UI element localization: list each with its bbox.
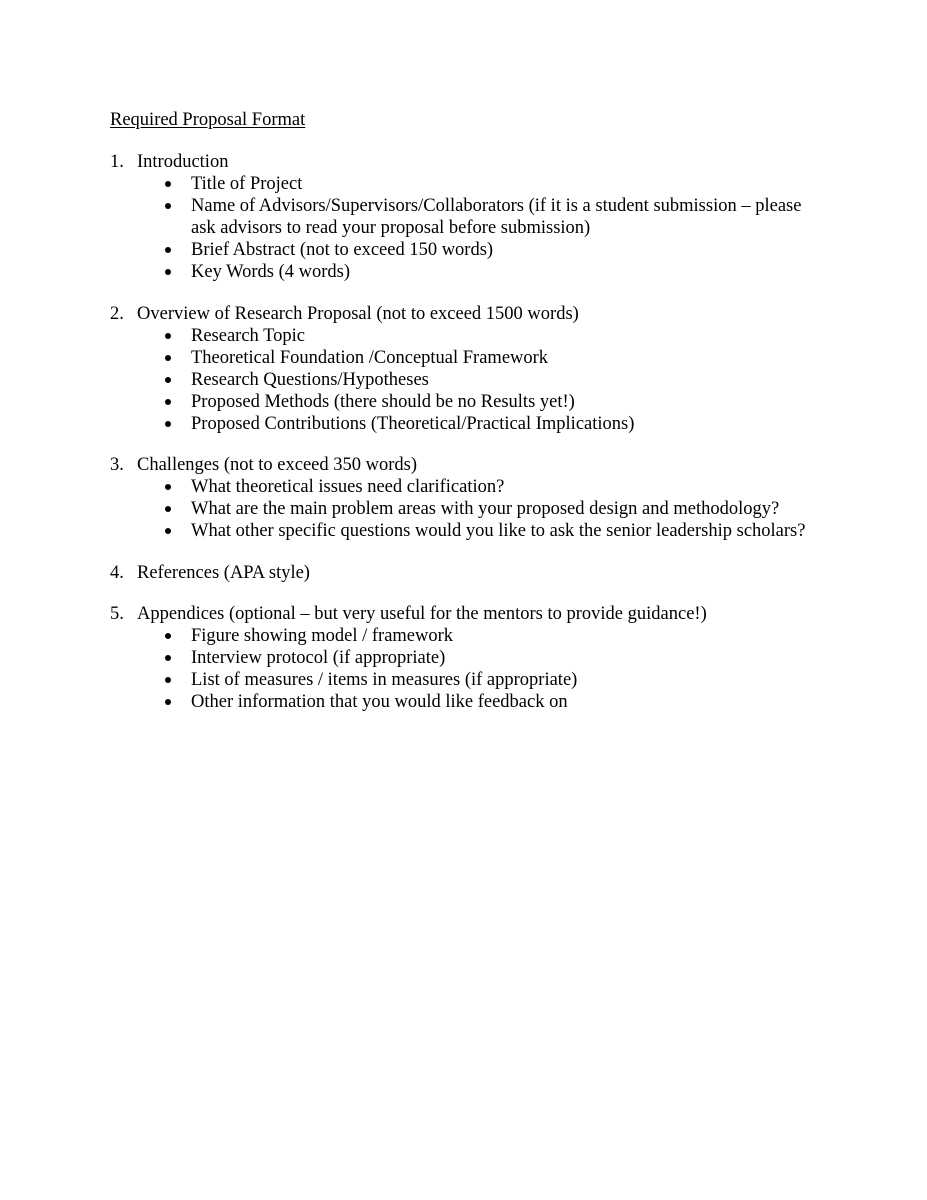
- bullet-text: Research Topic: [191, 325, 305, 346]
- bullet-item: [0, 647, 811, 669]
- section-label: Introduction: [137, 152, 229, 172]
- bullet-dot-icon: [165, 269, 171, 275]
- section-2: [0, 303, 927, 435]
- section-heading: [0, 603, 927, 625]
- bullet-dot-icon: [165, 377, 171, 383]
- bullet-text: List of measures / items in measures (if appropriate): [191, 670, 578, 690]
- section-label: Appendices (optional – but very useful for the mentors to provide guidance!): [137, 604, 707, 624]
- bullet-text: What theoretical issues need clarification?: [191, 477, 505, 497]
- bullet-dot-icon: [165, 528, 171, 534]
- document-title: Required Proposal Format: [110, 110, 306, 130]
- section-label: Overview of Research Proposal (not to exceed 1500 words): [137, 303, 579, 324]
- bullet-text: Name of Advisors/Supervisors/Collaborators (if it is a student submission – please ask advisors to read your proposal before submission): [191, 196, 802, 238]
- bullet-text: Proposed Methods (there should be no Results yet!): [191, 391, 575, 412]
- bullet-dot-icon: [165, 677, 171, 683]
- bullet-item: [0, 369, 811, 391]
- section-heading: [0, 303, 927, 325]
- bullet-dot-icon: [165, 655, 171, 661]
- bullet-item: [0, 173, 811, 195]
- bullet-dot-icon: [165, 399, 171, 405]
- bullet-text: Research Questions/Hypotheses: [191, 369, 429, 390]
- bullet-text: Title of Project: [191, 174, 303, 194]
- section-number: 4.: [110, 562, 124, 583]
- bullet-text: Brief Abstract (not to exceed 150 words): [191, 240, 494, 260]
- bullet-text: Other information that you would like feedback on: [191, 692, 568, 712]
- bullet-list: [0, 173, 927, 283]
- bullet-dot-icon: [165, 203, 171, 209]
- bullet-item: [0, 195, 811, 239]
- bullet-text: What other specific questions would you like to ask the senior leadership scholars?: [191, 521, 806, 541]
- bullet-dot-icon: [165, 333, 171, 339]
- bullet-item: [0, 691, 811, 713]
- bullet-list: [0, 476, 927, 542]
- bullet-item: [0, 239, 811, 261]
- bullet-text: Interview protocol (if appropriate): [191, 648, 446, 668]
- bullet-item: [0, 391, 811, 413]
- bullet-text: Theoretical Foundation /Conceptual Framework: [191, 347, 549, 368]
- bullet-dot-icon: [165, 181, 171, 187]
- bullet-item: [0, 498, 811, 520]
- bullet-dot-icon: [165, 247, 171, 253]
- bullet-dot-icon: [165, 633, 171, 639]
- bullet-item: [0, 325, 811, 347]
- bullet-item: [0, 347, 811, 369]
- bullet-list: [0, 625, 927, 713]
- bullet-item: [0, 625, 811, 647]
- bullet-item: [0, 476, 811, 498]
- bullet-text: Key Words (4 words): [191, 262, 350, 282]
- bullet-list: [0, 325, 927, 435]
- section-label: Challenges (not to exceed 350 words): [137, 455, 417, 475]
- bullet-dot-icon: [165, 421, 171, 427]
- section-heading: [0, 454, 927, 476]
- section-number: 3.: [110, 455, 124, 475]
- section-1: [0, 151, 927, 283]
- bullet-item: [0, 413, 811, 435]
- section-3: [0, 454, 927, 542]
- section-5: [0, 603, 927, 713]
- bullet-dot-icon: [165, 484, 171, 490]
- section-heading: [0, 151, 927, 173]
- bullet-text: Proposed Contributions (Theoretical/Practical Implications): [191, 413, 635, 434]
- bullet-dot-icon: [165, 355, 171, 361]
- section-number: 2.: [110, 303, 124, 324]
- bullet-item: [0, 669, 811, 691]
- bullet-item: [0, 520, 811, 542]
- bullet-text: Figure showing model / framework: [191, 626, 454, 646]
- section-number: 1.: [110, 152, 124, 172]
- section-label: References (APA style): [137, 562, 310, 583]
- bullet-dot-icon: [165, 699, 171, 705]
- bullet-dot-icon: [165, 506, 171, 512]
- bullet-text: What are the main problem areas with your proposed design and methodology?: [191, 499, 780, 519]
- section-list: [0, 151, 927, 733]
- section-heading: [0, 562, 927, 584]
- section-4: [0, 562, 927, 584]
- bullet-item: [0, 261, 811, 283]
- section-number: 5.: [110, 604, 124, 624]
